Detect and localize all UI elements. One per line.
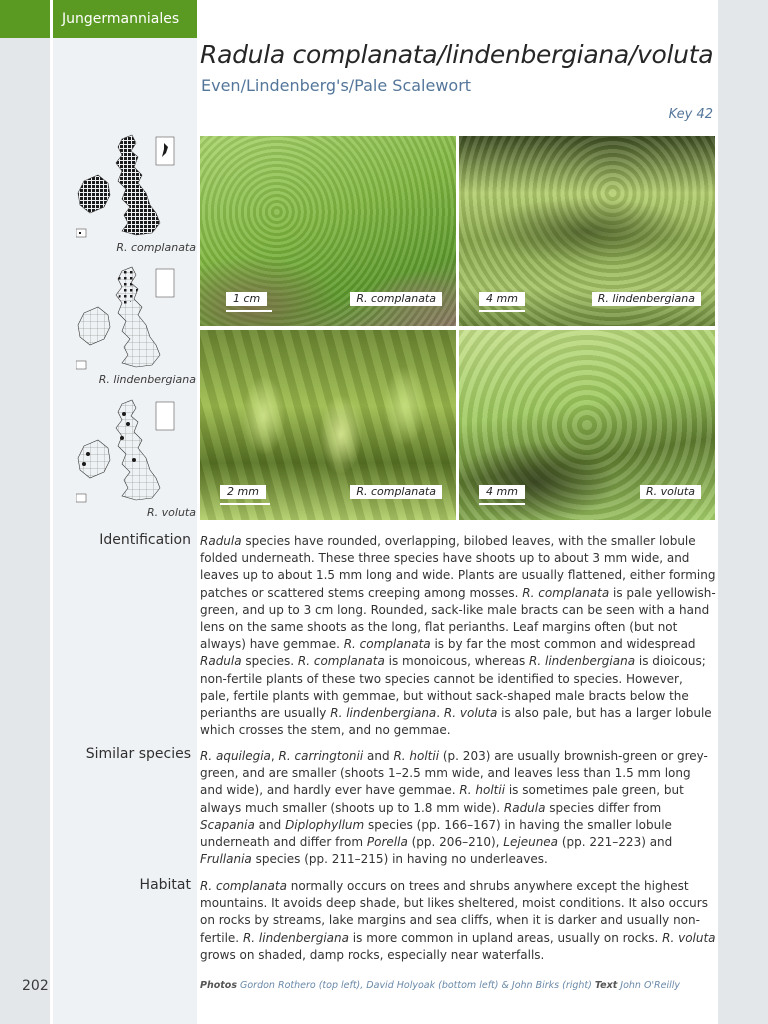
photo-label: R. complanata	[350, 485, 442, 499]
photo-credits: Photos Gordon Rothero (top left), David Holyoak (bottom left) & John Birks (right) Text John O'Reilly	[200, 980, 681, 991]
species-title: Radula complanata/lindenbergiana/voluta	[200, 40, 714, 69]
text-run: species differ from	[545, 800, 662, 815]
text-run: (pp. 221–223) and	[558, 835, 673, 850]
text-run: normally occurs on trees and shrubs anywhere except the highest mountains. It avoids deep shade, but likes sheltered, moist conditions. It also occurs on rocks by streams, lake margins and sea cliffs, when it is darker and usually non-fertile.	[200, 879, 708, 945]
order-tab-marker	[0, 0, 50, 38]
italic-term: R. carringtonii	[278, 749, 364, 763]
text-run: is more common in upland areas, usually on rocks.	[348, 930, 663, 945]
italic-term: R. lindenbergiana	[529, 654, 636, 669]
map-label: R. lindenbergiana	[98, 373, 196, 386]
italic-term: Radula	[200, 654, 242, 669]
text-run: grows on shaded, damp rocks, especially near waterfalls.	[200, 947, 545, 962]
text-run: .	[436, 706, 444, 721]
text-run: is also pale, but has a larger lobule which crosses the stem, and no gemmae.	[200, 706, 712, 738]
key-reference: Key 42	[668, 107, 713, 122]
text-run: is pale yellowish-green, and up to 3 cm long. Rounded, sack-like male bracts can be seen with a hand lens on the same shoots as the long, flat perianths. Leaf margins often (but not always) have gemmae.	[200, 585, 716, 652]
scale-label: 1 cm	[226, 292, 267, 306]
left-margin	[0, 0, 50, 1024]
text-run: species.	[241, 654, 298, 669]
scale-bar	[226, 310, 272, 312]
text-run: species (pp. 166–167) in having the smaller lobule underneath and differ from	[200, 817, 672, 850]
text-run: is monoicous, whereas	[384, 654, 530, 669]
italic-term: R. voluta	[443, 706, 498, 721]
italic-term: R. aquilegia	[200, 749, 271, 763]
text-run: and	[363, 749, 394, 763]
italic-term: Lejeunea	[503, 835, 559, 850]
italic-term: R. complanata	[343, 637, 431, 652]
italic-term: R. lindenbergiana	[242, 930, 349, 945]
italic-term: R. voluta	[662, 930, 716, 945]
common-names: Even/Lindenberg's/Pale Scalewort	[201, 76, 472, 95]
scale-label: 2 mm	[220, 485, 266, 499]
text-run: and	[254, 817, 286, 832]
photo-complanata-1	[200, 136, 456, 326]
distribution-map-lindenbergiana	[76, 265, 180, 373]
text-run: is by far the most common and widespread	[430, 637, 696, 652]
italic-term: R. holtii	[393, 749, 440, 763]
italic-term: R. complanata	[200, 879, 287, 893]
italic-term: Diplophyllum	[285, 817, 365, 832]
text-run: is sometimes pale green, but always much smaller (shoots up to 1.8 mm wide).	[200, 783, 684, 815]
text-run: is dioicous; non-fertile plants of these two species cannot be identified to species. However, pale, fertile plants with gemmae, but without sack-shaped male bracts below the perianths are usually	[200, 654, 706, 721]
photo-complanata-2	[200, 330, 456, 520]
italic-term: Frullania	[200, 852, 252, 867]
text-run: ,	[270, 749, 279, 763]
scale-bar	[479, 310, 525, 312]
photo-lindenbergiana	[459, 136, 715, 326]
identification-heading: Identification	[99, 532, 191, 548]
distribution-map-complanata	[76, 133, 180, 241]
scale-bar	[220, 503, 270, 505]
page-number: 202	[22, 978, 49, 994]
photo-label: R. complanata	[350, 292, 442, 306]
distribution-map-voluta	[76, 398, 180, 506]
identification-text	[200, 533, 716, 739]
scale-bar	[479, 503, 525, 505]
text-run: (pp. 206–210),	[407, 835, 504, 850]
habitat-text	[200, 878, 716, 964]
text-run: (p. 203) are usually brownish-green or grey-green, and are smaller (shoots 1–2.5 mm wide, and leaves less than 1.5 mm long and wide), and hardly ever have gemmae.	[200, 749, 708, 798]
map-label: R. complanata	[116, 241, 196, 254]
text-run: species have rounded, overlapping, bilobed leaves, with the smaller lobule folded underneath. These three species have shoots up to about 3 mm wide, and leaves up to about 1.5 mm long and wide. Plants are usually flattened, either forming patches or scattered stems creeping among mosses.	[200, 534, 716, 600]
scale-label: 4 mm	[479, 292, 525, 306]
scale-label: 4 mm	[479, 485, 525, 499]
similar-species-heading: Similar species	[85, 746, 191, 762]
italic-term: Radula	[503, 800, 546, 815]
habitat-heading: Habitat	[139, 877, 191, 893]
italic-term: Radula	[200, 534, 242, 548]
photo-voluta	[459, 330, 715, 520]
similar-species-text	[200, 748, 716, 868]
italic-term: Scapania	[200, 817, 255, 832]
italic-term: R. holtii	[459, 783, 506, 798]
italic-term: R. complanata	[522, 585, 610, 600]
italic-term: R. lindenbergiana	[330, 706, 437, 721]
right-margin	[718, 0, 768, 1024]
italic-term: Porella	[366, 835, 408, 850]
text-run: species (pp. 211–215) in having no underleaves.	[251, 852, 548, 867]
photo-label: R. voluta	[640, 485, 701, 499]
photo-label: R. lindenbergiana	[592, 292, 701, 306]
map-label: R. voluta	[147, 506, 196, 519]
order-tab: Jungermanniales	[53, 0, 197, 38]
italic-term: R. complanata	[297, 654, 385, 669]
